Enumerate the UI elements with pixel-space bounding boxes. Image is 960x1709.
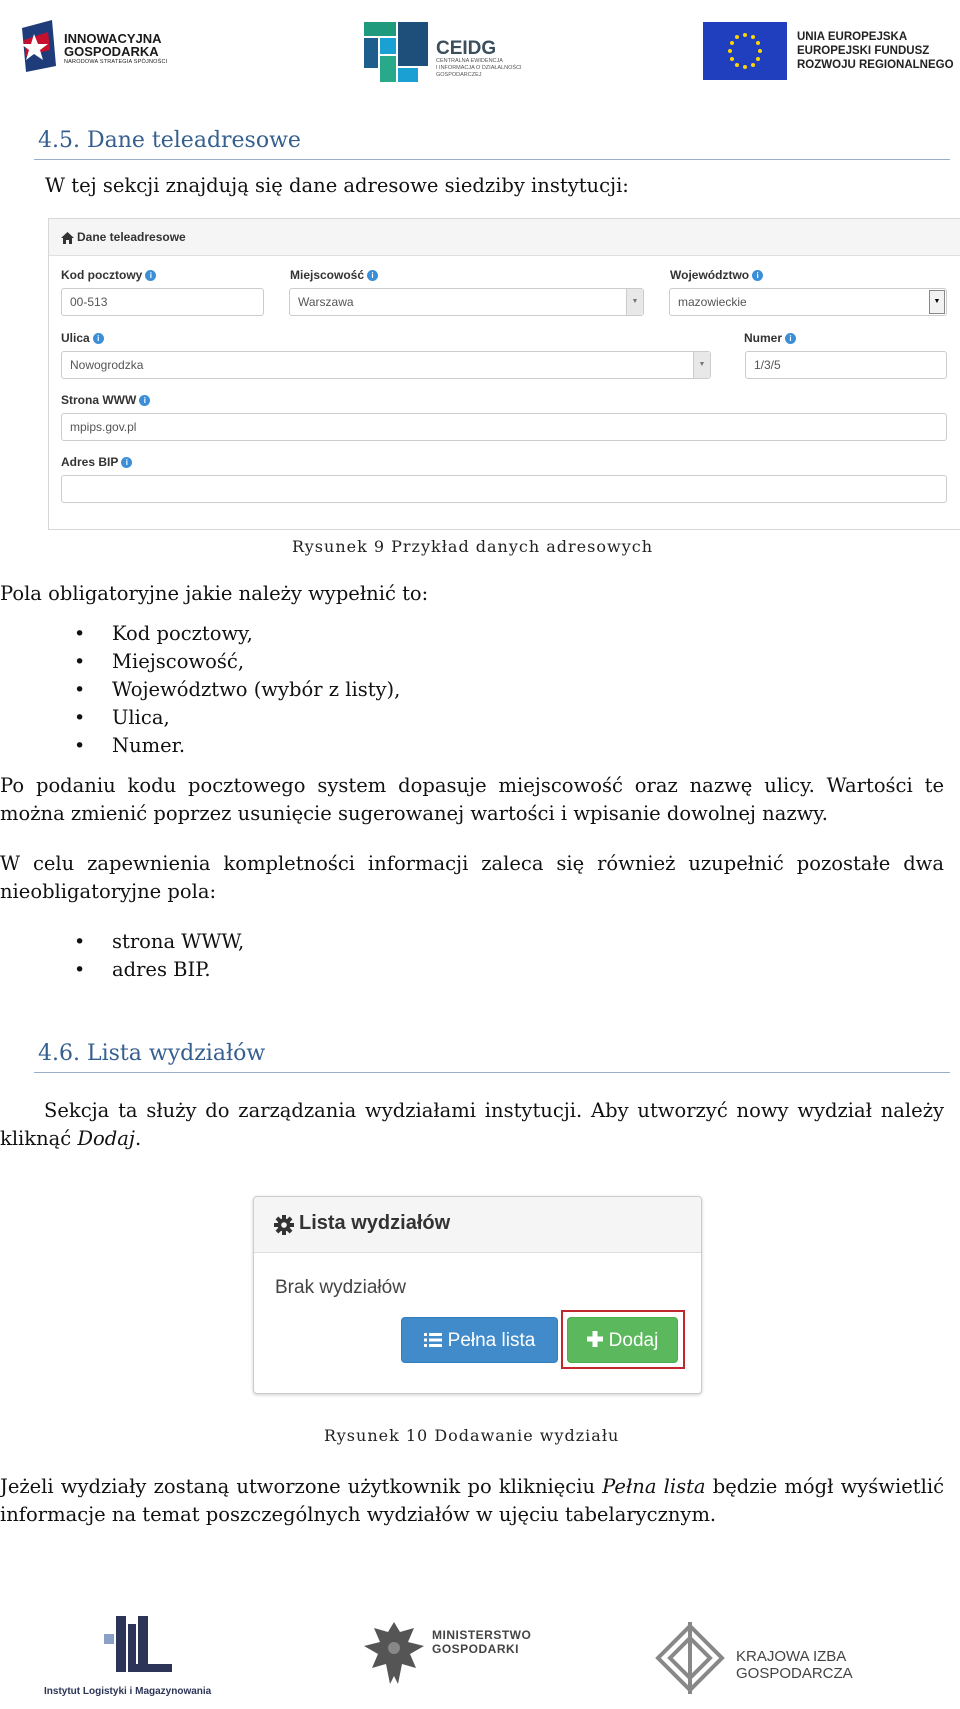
add-button[interactable] bbox=[567, 1317, 678, 1363]
kig-emblem-icon bbox=[652, 1620, 728, 1696]
ministry-text: MINISTERSTWO GOSPODARKI bbox=[432, 1628, 532, 1656]
label-strona-www: Strona WWW i bbox=[61, 393, 150, 407]
kig-text: KRAJOWA IZBA GOSPODARCZA bbox=[736, 1648, 853, 1682]
plus-icon bbox=[587, 1319, 603, 1365]
list-icon bbox=[424, 1320, 442, 1366]
eu-fund-text: UNIA EUROPEJSKA EUROPEJSKI FUNDUSZ ROZWOJU REGIONALNEGO bbox=[797, 31, 954, 71]
city-value: Warszawa bbox=[298, 295, 354, 309]
panel-title: Dane teleadresowe bbox=[77, 230, 186, 244]
city-combobox[interactable] bbox=[289, 288, 644, 316]
ceidg-subtitle: CENTRALNA EWIDENCJA I INFORMACJA O DZIAŁALNOŚCI GOSPODARCZEJ bbox=[436, 58, 522, 78]
list-item: • Kod pocztowy, bbox=[112, 620, 400, 648]
eu-flag-icon bbox=[703, 22, 787, 80]
label-kod-pocztowy: Kod pocztowy i bbox=[61, 268, 156, 282]
number-input[interactable]: 1/3/5 bbox=[745, 351, 947, 379]
full-list-button[interactable] bbox=[401, 1317, 558, 1363]
optional-fields-list bbox=[112, 928, 244, 984]
button-label: Dodaj bbox=[608, 1330, 659, 1351]
heading-rule bbox=[34, 1072, 950, 1073]
list-item: • Numer. bbox=[112, 732, 400, 760]
info-icon[interactable]: i bbox=[752, 270, 763, 281]
eu-flag-logo bbox=[703, 22, 787, 80]
voivodeship-select[interactable] bbox=[669, 288, 947, 316]
eagle-emblem-icon bbox=[362, 1618, 426, 1690]
button-label: Pełna lista bbox=[447, 1330, 536, 1351]
dropdown-arrow-icon[interactable]: ▼ bbox=[626, 289, 643, 315]
street-combobox[interactable] bbox=[61, 351, 711, 379]
street-value: Nowogrodzka bbox=[70, 358, 144, 372]
list-item: • adres BIP. bbox=[112, 956, 244, 984]
info-icon[interactable]: i bbox=[93, 333, 104, 344]
paragraph-line: można zmienić poprzez usunięcie sugerowanej wartości i wpisanie dowolnej nazwy. bbox=[0, 802, 828, 825]
paragraph-line: Jeżeli wydziały zostaną utworzone użytkownik po kliknięciu Pełna lista będzie mógł wyświetlić bbox=[0, 1475, 944, 1498]
section-heading-4-5: 4.5. Dane teleadresowe bbox=[38, 128, 301, 153]
ceidg-emblem-icon bbox=[362, 18, 432, 84]
website-input[interactable]: mpips.gov.pl bbox=[61, 413, 947, 441]
innowacyjna-gospodarka-text: INNOWACYJNA GOSPODARKA NARODOWA STRATEGIA SPÓJNOŚCI bbox=[64, 31, 168, 65]
figure-caption-9: Rysunek 9 Przykład danych adresowych bbox=[292, 537, 653, 556]
label-wojewodztwo: Województwo i bbox=[670, 268, 763, 282]
departments-panel bbox=[253, 1196, 702, 1394]
paragraph-line: Sekcja ta służy do zarządzania wydziałami instytucji. Aby utworzyć nowy wydział należy bbox=[44, 1099, 944, 1122]
ilim-caption: Instytut Logistyki i Magazynowania bbox=[44, 1686, 212, 1697]
paragraph-line: kliknąć Dodaj. bbox=[0, 1127, 142, 1150]
paragraph-line: informacje na temat poszczególnych wydziałów w ujęciu tabelarycznym. bbox=[0, 1503, 717, 1526]
info-icon[interactable]: i bbox=[785, 333, 796, 344]
home-icon bbox=[61, 229, 74, 248]
emphasis: Dodaj bbox=[77, 1127, 135, 1150]
info-icon[interactable]: i bbox=[145, 270, 156, 281]
dropdown-arrow-icon[interactable]: ▼ bbox=[693, 352, 710, 378]
empty-state-text: Brak wydziałów bbox=[275, 1277, 406, 1298]
emphasis: Pełna lista bbox=[602, 1475, 706, 1498]
select-arrow-icon[interactable]: ▼ bbox=[929, 290, 945, 314]
voivodeship-value: mazowieckie bbox=[678, 295, 747, 309]
label-miejscowosc: Miejscowość i bbox=[290, 268, 378, 282]
list-item: • Miejscowość, bbox=[112, 648, 400, 676]
panel-header bbox=[49, 219, 960, 256]
section-heading-4-6: 4.6. Lista wydziałów bbox=[38, 1041, 266, 1066]
paragraph-line: W celu zapewnienia kompletności informacji zaleca się również uzupełnić pozostałe dwa bbox=[0, 852, 944, 875]
ceidg-title: CEIDG bbox=[436, 38, 497, 59]
innowacyjna-gospodarka-emblem-icon bbox=[18, 18, 62, 74]
paragraph-line: Po podaniu kodu pocztowego system dopasuje miejscowość oraz nazwę ulicy. Wartości te bbox=[0, 774, 944, 797]
label-adres-bip: Adres BIP i bbox=[61, 455, 132, 469]
panel-header bbox=[254, 1197, 701, 1253]
bip-input[interactable] bbox=[61, 475, 947, 503]
section-intro: W tej sekcji znajdują się dane adresowe siedziby instytucji: bbox=[45, 174, 629, 197]
list-item: • Ulica, bbox=[112, 704, 400, 732]
postal-code-input[interactable]: 00-513 bbox=[61, 288, 264, 316]
info-icon[interactable]: i bbox=[121, 457, 132, 468]
required-fields-intro: Pola obligatoryjne jakie należy wypełnić to: bbox=[0, 582, 429, 605]
figure-caption-10: Rysunek 10 Dodawanie wydziału bbox=[324, 1426, 620, 1445]
list-item: • strona WWW, bbox=[112, 928, 244, 956]
ilim-emblem-icon bbox=[44, 1614, 224, 1684]
heading-rule bbox=[34, 159, 950, 160]
required-fields-list bbox=[112, 620, 400, 760]
panel-title: Lista wydziałów bbox=[299, 1212, 451, 1234]
gear-icon bbox=[274, 1215, 294, 1239]
label-numer: Numer i bbox=[744, 331, 796, 345]
address-form-panel bbox=[48, 218, 960, 530]
list-item: • Województwo (wybór z listy), bbox=[112, 676, 400, 704]
paragraph-line: nieobligatoryjne pola: bbox=[0, 880, 217, 903]
info-icon[interactable]: i bbox=[139, 395, 150, 406]
info-icon[interactable]: i bbox=[367, 270, 378, 281]
label-ulica: Ulica i bbox=[61, 331, 104, 345]
